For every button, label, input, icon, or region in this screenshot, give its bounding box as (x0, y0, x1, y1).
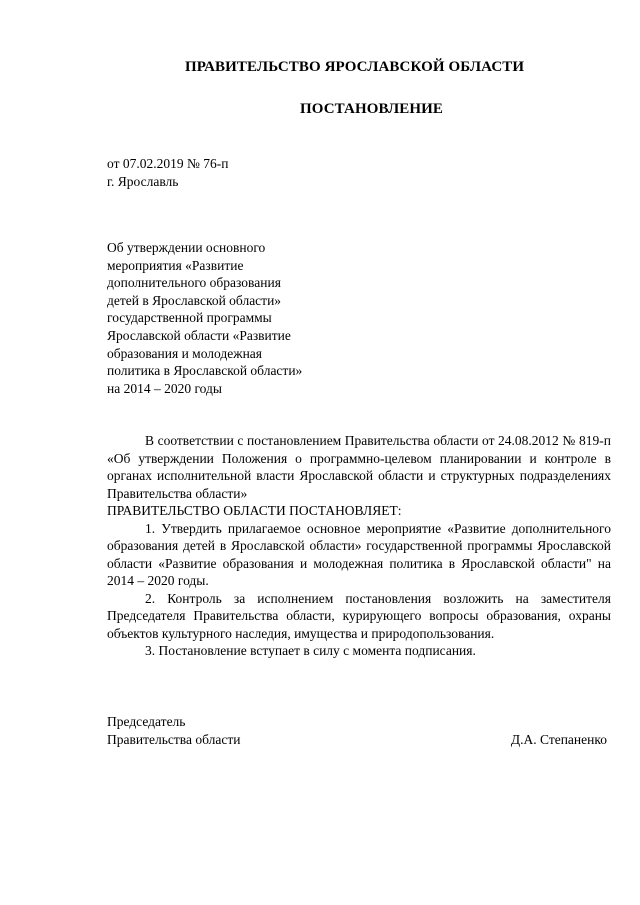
preamble-paragraph: В соответствии с постановлением Правительства области от 24.08.2012 № 819-п «Об утверждении Положения о программно-целевом планировании и контроле в органах исполнительной власти Ярославской области и структурных подразделениях Правительства области» (107, 433, 611, 501)
subject-line: Ярославской области «Развитие (107, 327, 291, 343)
signer-name: Д.А. Степаненко (510, 732, 607, 747)
city: г. Ярославль (107, 174, 179, 189)
subject-line: Об утверждении основного (107, 240, 266, 255)
document-meta (107, 155, 228, 191)
signer-position-line2: Правительства области (107, 732, 241, 747)
document-type-heading: ПОСТАНОВЛЕНИЕ (300, 101, 444, 117)
item-paragraph: 3. Постановление вступает в силу с момента подписания. (145, 643, 476, 658)
date-number: от 07.02.2019 № 76-п (107, 156, 229, 171)
item-paragraph: 1. Утвердить прилагаемое основное мероприятие «Развитие дополнительного образования детей в Ярославской области» государственной программы Ярославской области «Развитие образования и молодежная политика в Ярославской области" на 2014 – 2020 годы. (107, 520, 611, 588)
subject-line: детей в Ярославской области» (107, 292, 282, 308)
signer-position-line1: Председатель (107, 714, 186, 729)
document-subject (107, 239, 302, 397)
subject-line: политика в Ярославской области» (107, 363, 303, 379)
subject-line: государственной программы (107, 310, 272, 326)
signature-row (107, 731, 607, 749)
resolves-line: ПРАВИТЕЛЬСТВО ОБЛАСТИ ПОСТАНОВЛЯЕТ: (107, 503, 402, 518)
item-paragraph: 2. Контроль за исполнением постановления возложить на заместителя Председателя Правительства области, курирующего вопросы образования, охраны объектов культурного наследия, имущества и природопользования. (107, 590, 611, 641)
subject-line: дополнительного образования (107, 275, 281, 291)
subject-line: на 2014 – 2020 годы (107, 380, 222, 396)
organization-heading: ПРАВИТЕЛЬСТВО ЯРОСЛАВСКОЙ ОБЛАСТИ (185, 59, 525, 75)
signature-block (107, 713, 607, 749)
document-body (107, 432, 611, 660)
subject-line: образования и молодежная (107, 345, 263, 361)
subject-line: мероприятия «Развитие (107, 257, 244, 273)
